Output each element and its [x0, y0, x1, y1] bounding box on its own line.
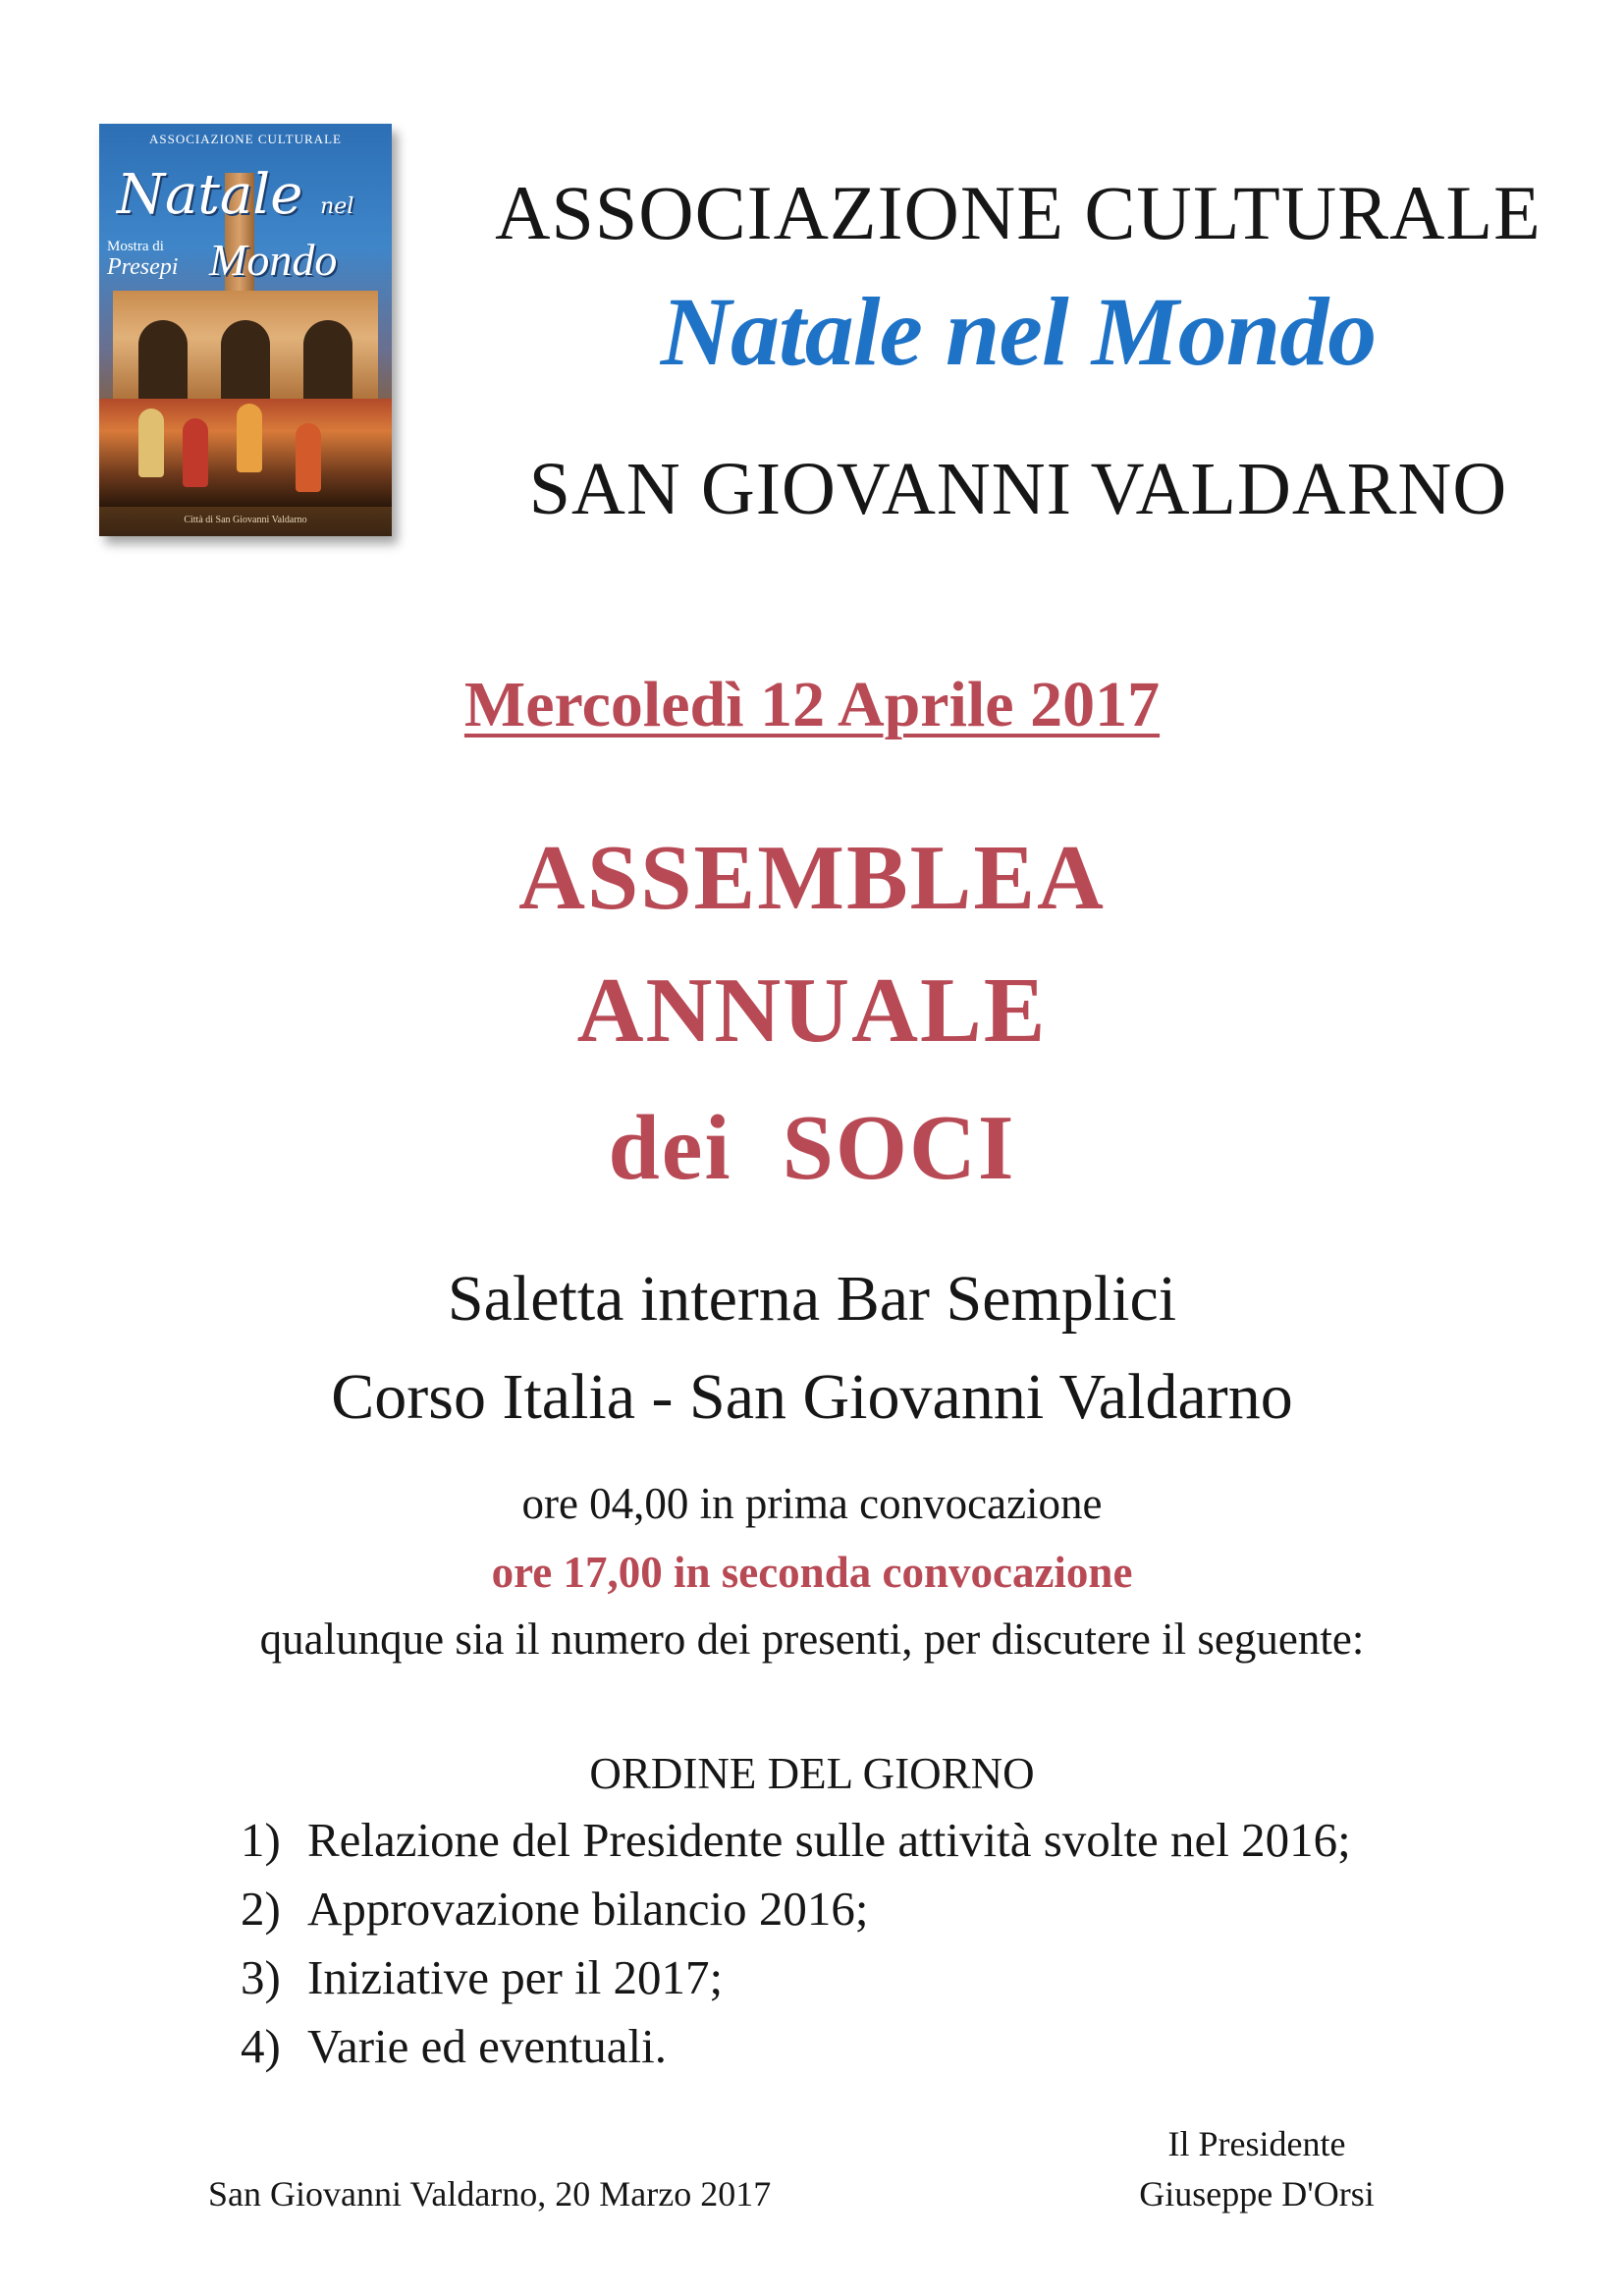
poster-figure [183, 418, 208, 487]
poster-subtitle: Mostra di [107, 239, 164, 254]
footer-place-date: San Giovanni Valdarno, 20 Marzo 2017 [208, 2174, 772, 2214]
agenda-title: ORDINE DEL GIORNO [589, 1749, 1035, 1798]
venue-line-1: Saletta interna Bar Semplici [447, 1263, 1177, 1335]
poster-arch [138, 320, 188, 409]
first-call-time: ore 04,00 in prima convocazione [521, 1479, 1103, 1528]
agenda-item: 3) Iniziative per il 2017; [241, 1950, 724, 2004]
poster-mondo: Mondo [209, 235, 338, 285]
poster-figure [138, 409, 164, 477]
poster-nativity-scene [99, 399, 392, 507]
poster-bottom-text: Città di San Giovanni Valdarno [184, 515, 307, 525]
city-label: SAN GIOVANNI VALDARNO [528, 448, 1508, 530]
poster-title: Natale nel [117, 163, 354, 227]
meeting-title-line-3: dei SOCI [608, 1097, 1016, 1199]
meeting-title-line-2: ANNUALE [576, 959, 1048, 1062]
poster-figure [296, 423, 321, 492]
president-title: Il Presidente [1167, 2124, 1346, 2163]
poster-top-text: ASSOCIAZIONE CULTURALE [149, 132, 342, 146]
association-name: Natale nel Mondo [660, 277, 1377, 386]
poster-presepi: Presepi [107, 254, 179, 280]
association-poster-image [99, 124, 392, 536]
poster-figure [237, 404, 262, 472]
second-call-time: ore 17,00 in seconda convocazione [491, 1548, 1133, 1597]
agenda-item: 2) Approvazione bilancio 2016; [241, 1882, 869, 1936]
poster-arch [221, 320, 270, 409]
agenda-item: 1) Relazione del Presidente sulle attività svolte nel 2016; [241, 1813, 1351, 1867]
poster-arch [303, 320, 352, 409]
venue-line-2: Corso Italia - San Giovanni Valdarno [331, 1361, 1293, 1433]
meeting-date: Mercoledì 12 Aprile 2017 [463, 669, 1161, 740]
quorum-note: qualunque sia il numero dei presenti, per discutere il seguente: [259, 1614, 1365, 1664]
agenda-item: 4) Varie ed eventuali. [241, 2019, 667, 2073]
association-label: ASSOCIAZIONE CULTURALE [495, 170, 1542, 255]
president-name: Giuseppe D'Orsi [1139, 2174, 1375, 2214]
meeting-title-line-1: ASSEMBLEA [518, 827, 1106, 929]
